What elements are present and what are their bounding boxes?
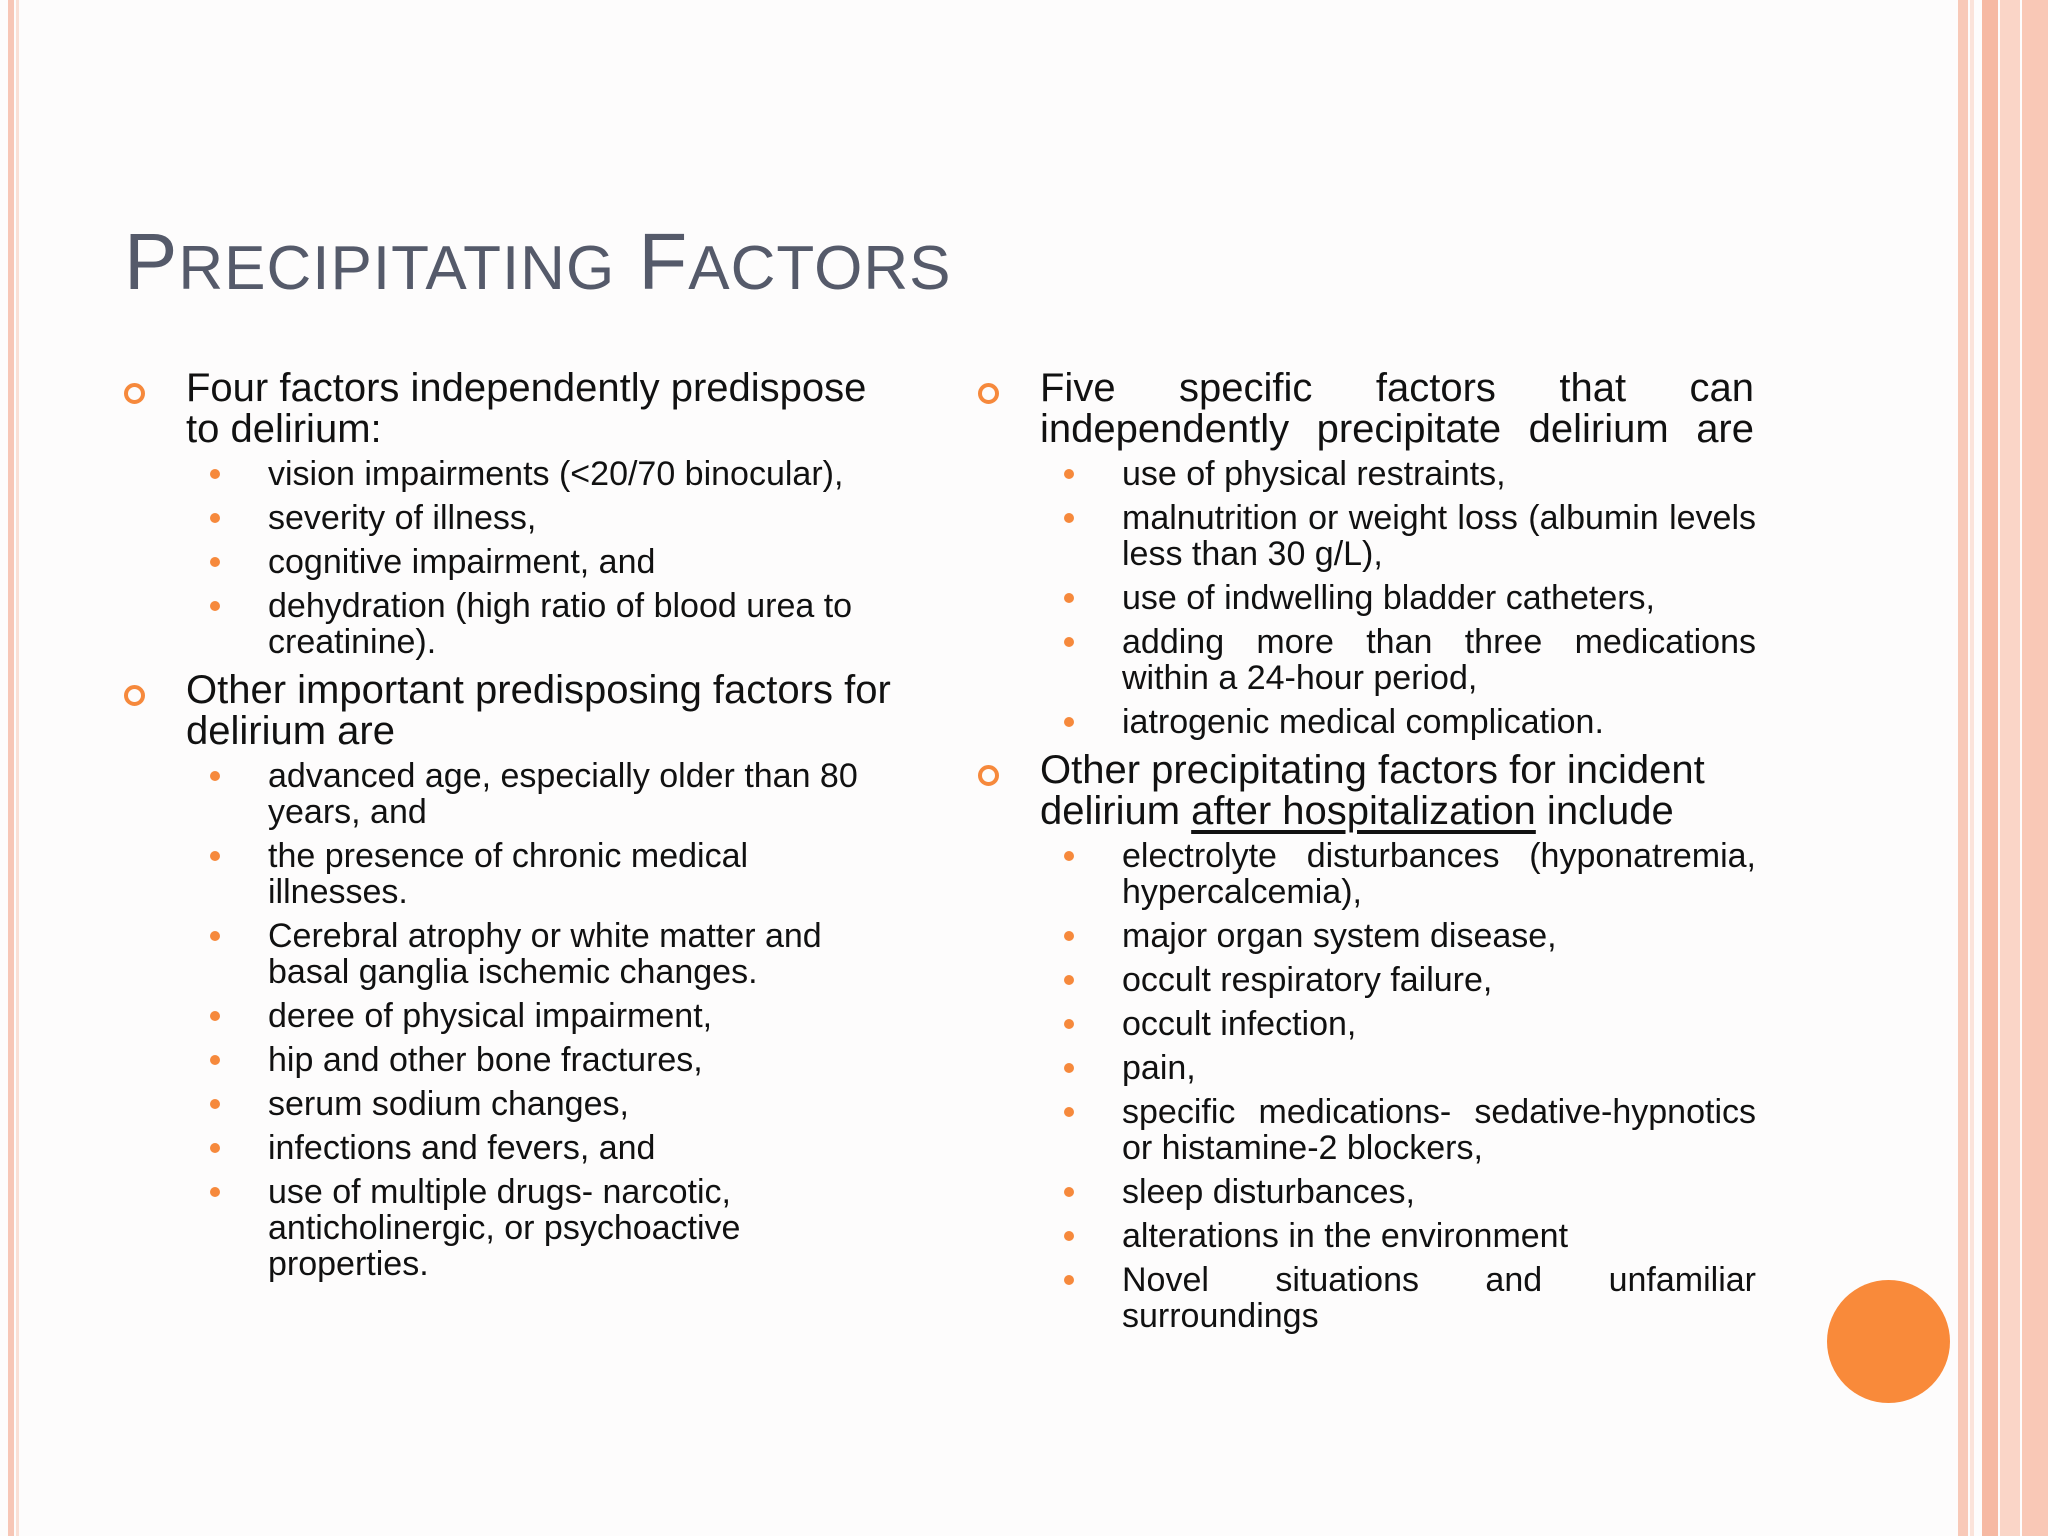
list-item: Cerebral atrophy or white matter and basal ganglia ischemic changes. — [186, 918, 908, 990]
list-item: use of physical restraints, — [1040, 456, 1754, 492]
ring-bullet-icon — [124, 383, 145, 404]
list-item: deree of physical impairment, — [186, 998, 966, 1034]
dot-bullet-icon — [1064, 593, 1074, 603]
left-decor-stripe — [8, 0, 14, 1536]
right-decor-stripe — [1958, 0, 1968, 1536]
right-decor-stripe — [2000, 0, 2020, 1536]
dot-bullet-icon — [1064, 1107, 1074, 1117]
list-item: pain, — [1040, 1050, 1754, 1086]
list-item: major organ system disease, — [1040, 918, 1754, 954]
dot-bullet-icon — [210, 851, 220, 861]
list-item: Novel situations and unfamiliar surroundings — [1040, 1262, 1756, 1334]
dot-bullet-icon — [210, 469, 220, 479]
slide-title: PRECIPITATING FACTORS — [124, 217, 952, 306]
list-item: occult respiratory failure, — [1040, 962, 1754, 998]
bullet-other-precipitating — [978, 750, 1754, 1334]
list-item: alterations in the environment — [1040, 1218, 1754, 1254]
list-item: cognitive impairment, and — [186, 544, 904, 580]
dot-bullet-icon — [210, 1187, 220, 1197]
dot-bullet-icon — [210, 771, 220, 781]
ring-bullet-icon — [124, 685, 145, 706]
dot-bullet-icon — [1064, 1187, 1074, 1197]
dot-bullet-icon — [1064, 1063, 1074, 1073]
bullet-text: Other important predisposing factors for delirium are — [186, 668, 891, 753]
dot-bullet-icon — [1064, 931, 1074, 941]
underlined-phrase: after hospitalization — [1191, 789, 1536, 833]
list-item: iatrogenic medical complication. — [1040, 704, 1754, 740]
dot-bullet-icon — [210, 931, 220, 941]
dot-bullet-icon — [1064, 1275, 1074, 1285]
right-column — [978, 364, 1754, 1342]
list-item: the presence of chronic medical illnesses. — [186, 838, 828, 910]
right-decor-stripe — [2022, 0, 2048, 1536]
dot-bullet-icon — [1064, 637, 1074, 647]
dot-bullet-icon — [1064, 975, 1074, 985]
list-item: adding more than three medications within a 24-hour period, — [1040, 624, 1756, 696]
sub-list — [186, 456, 904, 660]
sub-list — [186, 758, 966, 1282]
sub-list — [1040, 838, 1754, 1334]
list-item: vision impairments (<20/70 binocular), — [186, 456, 904, 492]
dot-bullet-icon — [1064, 851, 1074, 861]
list-item: malnutrition or weight loss (albumin levels less than 30 g/L), — [1040, 500, 1756, 572]
list-item: sleep disturbances, — [1040, 1174, 1754, 1210]
list-item: advanced age, especially older than 80 years, and — [186, 758, 868, 830]
list-item: severity of illness, — [186, 500, 904, 536]
dot-bullet-icon — [1064, 513, 1074, 523]
left-decor-stripe-thin — [16, 0, 19, 1536]
dot-bullet-icon — [210, 601, 220, 611]
bullet-text: Other precipitating factors for incident delirium after hospitalization include — [1040, 748, 1705, 833]
ring-bullet-icon — [978, 765, 999, 786]
sub-list — [1040, 456, 1754, 740]
bullet-text: Four factors independently predispose to delirium: — [186, 366, 867, 451]
dot-bullet-icon — [210, 1099, 220, 1109]
left-column — [124, 364, 904, 1290]
dot-bullet-icon — [210, 1055, 220, 1065]
list-item: infections and fevers, and — [186, 1130, 966, 1166]
dot-bullet-icon — [1064, 1231, 1074, 1241]
list-item: occult infection, — [1040, 1006, 1754, 1042]
dot-bullet-icon — [1064, 1019, 1074, 1029]
list-item: hip and other bone fractures, — [186, 1042, 966, 1078]
dot-bullet-icon — [210, 557, 220, 567]
list-item: dehydration (high ratio of blood urea to creatinine). — [186, 588, 868, 660]
bullet-other-predisposing — [124, 670, 966, 1282]
dot-bullet-icon — [1064, 469, 1074, 479]
dot-bullet-icon — [210, 1011, 220, 1021]
list-item: electrolyte disturbances (hyponatremia, hypercalcemia), — [1040, 838, 1756, 910]
list-item: use of multiple drugs- narcotic, anticholinergic, or psychoactive properties. — [186, 1174, 828, 1282]
right-decor-stripe — [1970, 0, 1974, 1536]
dot-bullet-icon — [1064, 717, 1074, 727]
list-item: serum sodium changes, — [186, 1086, 966, 1122]
ring-bullet-icon — [978, 383, 999, 404]
orange-circle-decor — [1827, 1280, 1950, 1403]
dot-bullet-icon — [210, 513, 220, 523]
bullet-precipitating — [978, 368, 1754, 740]
bullet-predisposing — [124, 368, 904, 660]
bullet-text: Five specific factors that can independently precipitate delirium are — [1040, 366, 1754, 451]
dot-bullet-icon — [210, 1143, 220, 1153]
right-decor-stripe — [1982, 0, 1998, 1536]
list-item: specific medications- sedative-hypnotics or histamine-2 blockers, — [1040, 1094, 1756, 1166]
list-item: use of indwelling bladder catheters, — [1040, 580, 1754, 616]
